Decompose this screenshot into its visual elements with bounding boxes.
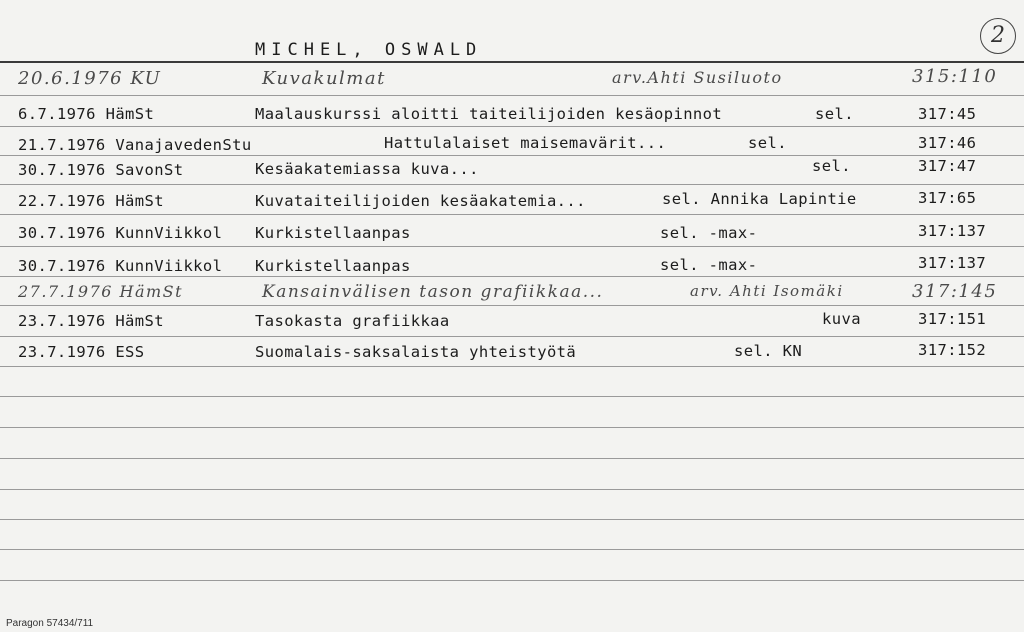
entry-title: Kansainvälisen tason grafiikkaa... — [262, 282, 604, 302]
rule-line — [0, 519, 1024, 520]
entry-ref: 317:47 — [918, 157, 977, 175]
rule-line — [0, 276, 1024, 277]
rule-line — [0, 305, 1024, 306]
entry-date: 30.7.1976 KunnViikkol — [18, 224, 223, 242]
entry-date: 27.7.1976 HämSt — [18, 282, 184, 301]
entry-ref: 317:45 — [918, 105, 977, 123]
rule-line — [0, 336, 1024, 337]
entry-date: 30.7.1976 SavonSt — [18, 161, 184, 179]
entry-note: sel. -max- — [660, 224, 758, 242]
entry-title: Kuvataiteilijoiden kesäakatemia... — [255, 192, 586, 210]
rule-line — [0, 246, 1024, 247]
card-number: 2 — [980, 18, 1016, 54]
entry-date: 23.7.1976 HämSt — [18, 312, 164, 330]
rule-line — [0, 458, 1024, 459]
entry-date: 6.7.1976 HämSt — [18, 105, 155, 123]
entry-title: Maalauskurssi aloitti taiteilijoiden kesäopinnot — [255, 105, 723, 123]
entry-ref: 317:145 — [912, 281, 998, 302]
entry-title: Kurkistellaanpas — [255, 224, 411, 242]
entry-date: 20.6.1976 KU — [18, 68, 162, 89]
entry-note: sel. — [748, 134, 787, 152]
rule-line — [0, 366, 1024, 367]
entry-note: sel. Annika Lapintie — [662, 190, 857, 208]
entry-title: Suomalais-saksalaista yhteistyötä — [255, 343, 577, 361]
entry-date: 22.7.1976 HämSt — [18, 192, 164, 210]
entry-note: kuva — [822, 310, 861, 328]
entry-note: sel. — [815, 105, 854, 123]
card-name-heading: MICHEL, OSWALD — [255, 40, 483, 60]
entry-ref: 317:152 — [918, 341, 987, 359]
rule-line — [0, 489, 1024, 490]
card-footer-print: Paragon 57434/711 — [6, 618, 94, 629]
rule-line — [0, 61, 1024, 63]
entry-ref: 317:46 — [918, 134, 977, 152]
entry-ref: 317:65 — [918, 189, 977, 207]
entry-note: sel. -max- — [660, 256, 758, 274]
entry-ref: 315:110 — [912, 66, 998, 87]
rule-line — [0, 184, 1024, 185]
entry-note: sel. KN — [734, 342, 803, 360]
rule-line — [0, 126, 1024, 127]
entry-title: Hattulalaiset maisemavärit... — [384, 134, 667, 152]
rule-line — [0, 396, 1024, 397]
entry-title: Kuvakulmat — [262, 68, 386, 89]
rule-line — [0, 214, 1024, 215]
entry-note: arv. Ahti Isomäki — [690, 282, 844, 300]
rule-line — [0, 580, 1024, 581]
rule-line — [0, 549, 1024, 550]
entry-date: 23.7.1976 ESS — [18, 343, 145, 361]
entry-note: arv.Ahti Susiluoto — [612, 68, 783, 87]
rule-line — [0, 427, 1024, 428]
entry-title: Kesäakatemiassa kuva... — [255, 160, 479, 178]
entry-ref: 317:137 — [918, 254, 987, 272]
entry-date: 21.7.1976 VanajavedenStu — [18, 136, 252, 154]
rule-line — [0, 95, 1024, 96]
entry-ref: 317:151 — [918, 310, 987, 328]
rule-line — [0, 155, 1024, 156]
entry-title: Tasokasta grafiikkaa — [255, 312, 450, 330]
entry-date: 30.7.1976 KunnViikkol — [18, 257, 223, 275]
entry-title: Kurkistellaanpas — [255, 257, 411, 275]
entry-ref: 317:137 — [918, 222, 987, 240]
entry-note: sel. — [812, 157, 851, 175]
